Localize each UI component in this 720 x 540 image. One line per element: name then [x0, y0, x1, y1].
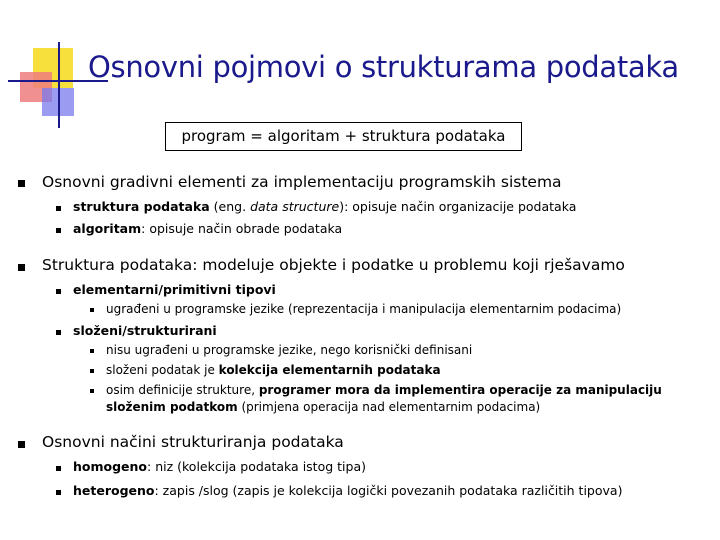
formula-box: program = algoritam + struktura podataka: [165, 122, 522, 151]
s2-item-elementary: elementarni/primitivni tipovi: [73, 282, 276, 297]
bullet-level2: [56, 490, 61, 495]
s1-term-structure: struktura podataka: [73, 199, 210, 214]
bullet-level3: [90, 389, 94, 393]
section3-heading: Osnovni načini strukturiranja podataka: [42, 433, 344, 451]
bullet-level2: [56, 289, 61, 294]
bullet-level3: [90, 308, 94, 312]
s2-item-complex: složeni/strukturirani: [73, 323, 217, 338]
bullet-level2: [56, 466, 61, 471]
s1-item-algorithm: algoritam: opisuje način obrade podataka: [73, 221, 343, 236]
bullet-level2: [56, 228, 61, 233]
s2-complex-sub2: složeni podatak je kolekcija elementarnih podataka: [106, 363, 441, 377]
s2-complex-sub3-cont: složenim podatkom (primjena operacija nad elementarnim podacima): [106, 400, 541, 414]
bullet-level3: [90, 349, 94, 353]
deco-vertical-line: [58, 42, 60, 128]
section1-heading: Osnovni gradivni elementi za implementaciju programskih sistema: [42, 173, 562, 191]
bullet-level2: [56, 206, 61, 211]
bullet-level3: [90, 369, 94, 373]
slide-title: Osnovni pojmovi o strukturama podataka: [88, 50, 679, 84]
bullet-level1: [18, 441, 25, 448]
s3-item-heterogeneous: heterogeno: zapis /slog (zapis je kolekcija logički povezanih podataka različitih tipova): [73, 483, 623, 498]
s3-item-homogeneous: homogeno: niz (kolekcija podataka istog tipa): [73, 459, 366, 474]
s2-complex-sub3: osim definicije strukture, programer mora da implementira operacije za manipulaciju: [106, 383, 662, 397]
s1-term-algorithm: algoritam: [73, 221, 142, 236]
bullet-level1: [18, 180, 25, 187]
s1-item-structure: struktura podataka (eng. data structure): opisuje način organizacije podataka: [73, 199, 577, 214]
section2-heading: Struktura podataka: modeluje objekte i podatke u problemu koji rješavamo: [42, 256, 625, 274]
s2-complex-sub1: nisu ugrađeni u programske jezike, nego korisnički definisani: [106, 343, 473, 357]
s2-elementary-sub1: ugrađeni u programske jezike (reprezentacija i manipulacija elementarnim podacima): [106, 302, 622, 316]
bullet-level2: [56, 330, 61, 335]
bullet-level1: [18, 264, 25, 271]
